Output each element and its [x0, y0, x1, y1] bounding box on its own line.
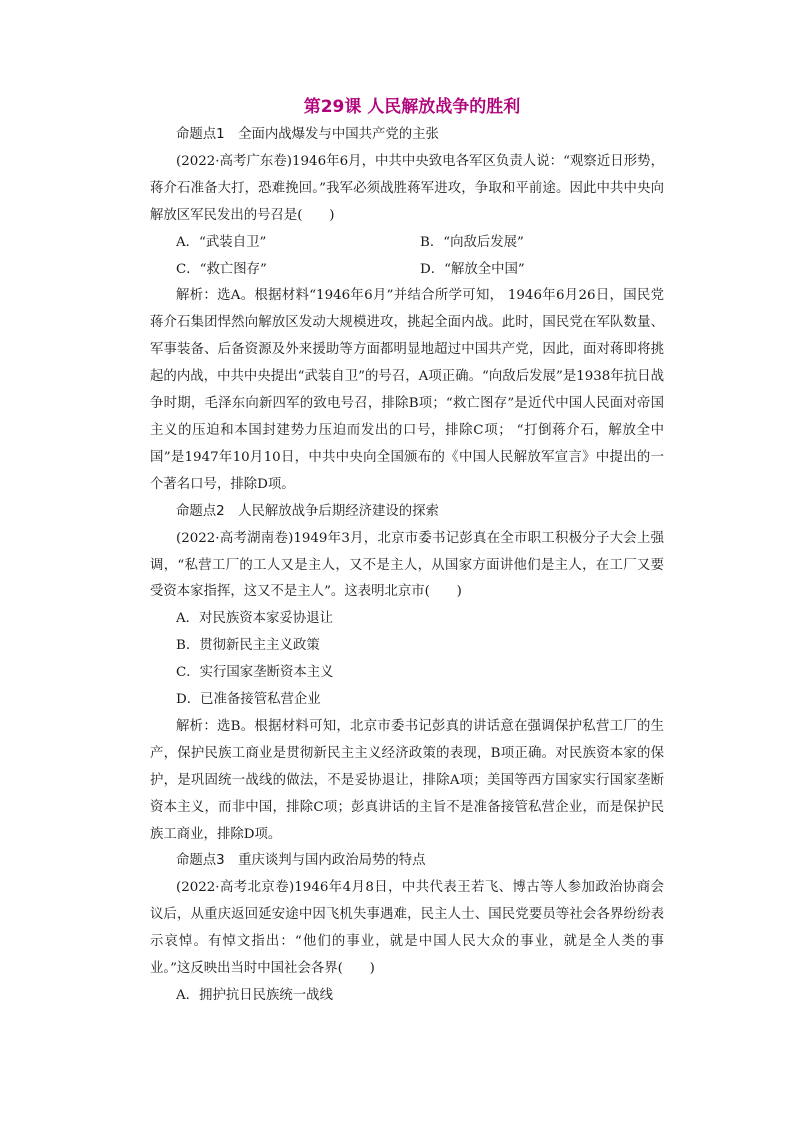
- question-2: (2022·高考湖南卷)1949年3月，北京市委书记彭真在全市职工积极分子大会上强调，“私营工厂的工人又是主人，又不是主人，从国家方面讲他们是主人，在工厂又要受资本家指挥，这又不是主人”。这表明北京市( ): [150, 530, 664, 600]
- options-row-2: [150, 257, 664, 284]
- option-c: C．实行国家垄断资本主义: [176, 665, 334, 681]
- option-a: A．对民族资本家妥协退让: [176, 611, 333, 627]
- option-b: B．贯彻新民主主义政策: [176, 638, 320, 654]
- section-heading-1: 命题点1 全面内战爆发与中国共产党的主张: [176, 127, 439, 142]
- document-page: [150, 92, 664, 1010]
- options-row-1: [150, 230, 664, 257]
- option-d: D．“解放全中国”: [420, 261, 525, 277]
- answer-analysis-2: 解析：选B。根据材料可知，北京市委书记彭真的讲话意在强调保护私营工厂的生产，保护民族工商业是贯彻新民主主义经济政策的表现，B项正确。对民族资本家的保护，是巩固统一战线的做法，不是妥协退让，排除A项；美国等西方国家实行国家垄断资本主义，而非中国，排除C项；彭真讲话的主旨不是准备接管私营企业，而是保护民族工商业，排除D项。: [150, 718, 664, 842]
- answer-analysis-1: 解析：选A。根据材料“1946年6月”并结合所学可知， 1946年6月26日，国民党蒋介石集团悍然向解放区发动大规模进攻，挑起全面内战。此时，国民党在军队数量、军事装备、后备资源及外来援助等方面都明显地超过中国共产党，因此，面对蒋即将挑起的内战，中共中央提出“武装自卫”的号召，A项正确。“向敌后发展”是1938年抗日战争时期，毛泽东向新四军的致电号召，排除B项；“救亡图存”是近代中国人民面对帝国主义的压迫和本国封建势力压迫而发出的口号，排除C项； “打倒蒋介石，解放全中国”是1947年10月10日，中共中央向全国颁布的《中国人民解放军宣言》中提出的一个著名口号，排除D项。: [150, 288, 664, 492]
- section-heading-2: 命题点2 人民解放战争后期经济建设的探索: [176, 503, 439, 519]
- section-heading-3: 命题点3 重庆谈判与国内政治局势的特点: [176, 853, 426, 869]
- option-a: A．拥护抗日民族统一战线: [176, 988, 333, 1003]
- option-b: B．“向敌后发展”: [420, 234, 524, 250]
- question-1: (2022·高考广东卷)1946年6月，中共中央致电各军区负责人说：“观察近日形势，蒋介石准备大打，恐难挽回。”我军必须战胜蒋军进攻，争取和平前途。因此中共中央向解放区军民发出的号召是( ): [150, 153, 664, 223]
- lesson-title: 第29课 人民解放战争的胜利: [303, 97, 521, 117]
- option-c: C．“救亡图存”: [176, 261, 267, 277]
- question-3: (2022·高考北京卷)1946年4月8日，中共代表王若飞、博古等人参加政治协商会议后，从重庆返回延安途中因飞机失事遇难，民主人士、国民党要员等社会各界纷纷表示哀悼。有悼文指出：“他们的事业，就是中国人民大众的事业，就是全人类的事业。”这反映出当时中国社会各界( ): [150, 880, 664, 977]
- option-d: D．已准备接管私营企业: [176, 692, 321, 708]
- option-a: A．“武装自卫”: [176, 234, 267, 250]
